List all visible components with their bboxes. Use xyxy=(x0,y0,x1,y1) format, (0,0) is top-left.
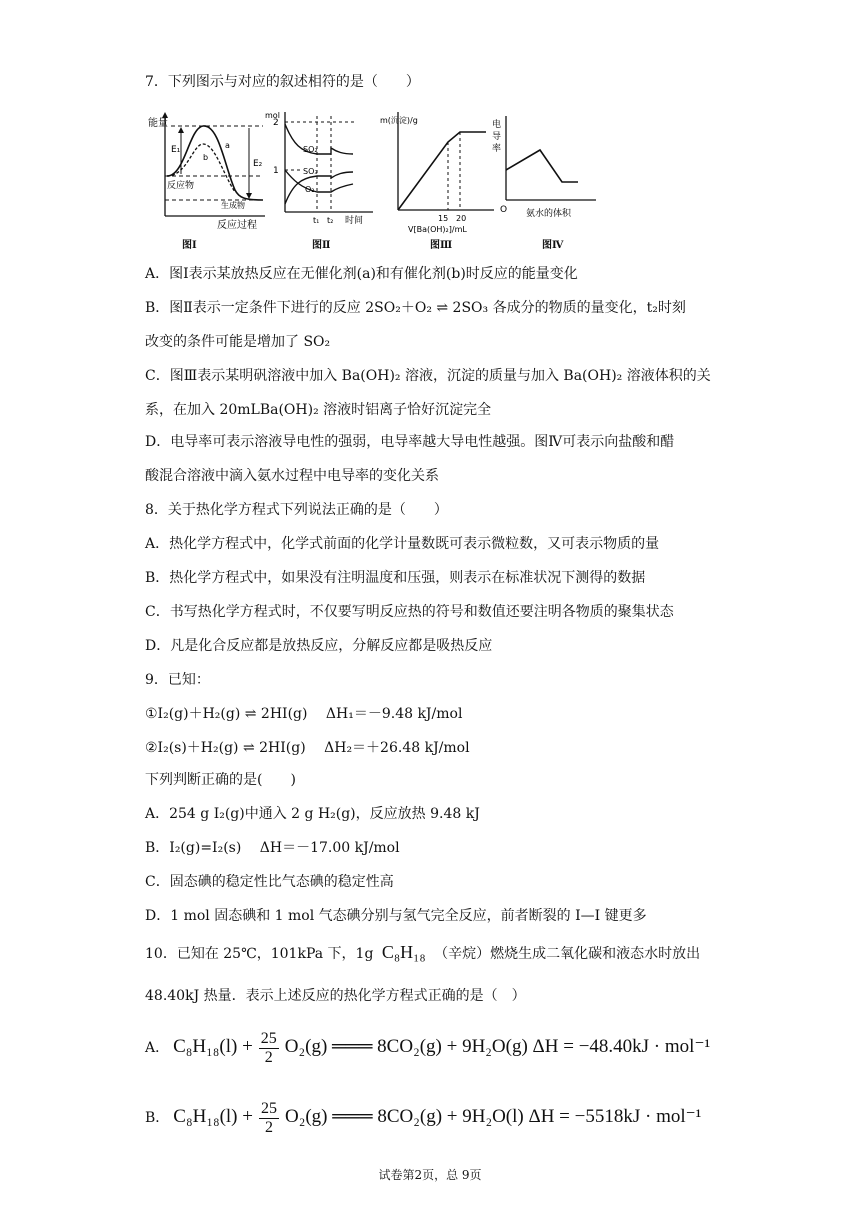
fig4-caption: 图Ⅳ xyxy=(542,240,564,251)
q7-option-c-line2: 系，在加入 20mLBa(OH)₂ 溶液时铝离子恰好沉淀完全 xyxy=(145,402,492,418)
q7-option-b-line1: B．图Ⅱ表示一定条件下进行的反应 2SO₂＋O₂ ⇌ 2SO₃ 各成分的物质的量变化，t₂时刻 xyxy=(145,300,686,316)
q10-option-a-frac-num: 25 xyxy=(260,1030,277,1047)
fig2-y-1: 1 xyxy=(273,166,279,176)
q10-option-b-label: B． xyxy=(145,1110,170,1127)
q7-option-b-line2: 改变的条件可能是增加了 SO₂ xyxy=(145,334,331,350)
q8-option-d: D．凡是化合反应都是放热反应，分解反应都是吸热反应 xyxy=(145,638,493,654)
fig2-t1: t₁ xyxy=(313,216,320,225)
q10-option-a-label: A． xyxy=(145,1040,170,1057)
fig1-y-label: 能量 xyxy=(148,118,168,129)
q7-stem: 7．下列图示与对应的叙述相符的是（ ） xyxy=(145,74,420,90)
fig1-product: 生成物 xyxy=(221,201,245,210)
q8-option-c: C．书写热化学方程式时，不仅要写明反应热的符号和数值还要注明各物质的聚集状态 xyxy=(145,604,674,620)
q8-stem: 8．关于热化学方程式下列说法正确的是（ ） xyxy=(145,502,448,518)
q7-option-d-line2: 酸混合溶液中滴入氨水过程中电导率的变化关系 xyxy=(145,468,439,484)
fig4-y-label: 电导率 xyxy=(492,108,495,109)
fig1-x-label: 反应过程 xyxy=(217,220,257,231)
q10-stem-part1: 10．已知在 25℃，101kPa 下，1g xyxy=(145,946,374,962)
q10-option-b-frac-num: 25 xyxy=(260,1100,277,1117)
q10-option-b-fraction xyxy=(259,1100,279,1137)
figure-2 xyxy=(265,108,377,230)
fig4-y-label-char1: 电 xyxy=(492,120,502,130)
q9-option-d: D．1 mol 固态碘和 1 mol 气态碘分别与氢气完全反应，前者断裂的 I—I 键更多 xyxy=(145,908,647,924)
q9-ask: 下列判断正确的是( ) xyxy=(145,772,296,788)
q10-option-a-right: O₂(g) ═══ 8CO₂(g) + 9H₂O(g) ΔH = −48.40kJ · mol⁻¹ xyxy=(284,1036,711,1058)
fig4-origin: O xyxy=(500,205,508,215)
fig3-y-label: m(沉淀)/g xyxy=(380,116,418,125)
q8-option-b: B．热化学方程式中，如果没有注明温度和压强，则表示在标准状况下测得的数据 xyxy=(145,570,646,586)
page-footer: 试卷第2页，总 9页 xyxy=(378,1168,482,1182)
fig2-caption: 图Ⅱ xyxy=(312,240,331,251)
fig4-y-label-char3: 率 xyxy=(492,144,502,154)
q7-option-d-line1: D．电导率可表示溶液导电性的强弱，电导率越大导电性越强。图Ⅳ可表示向盐酸和醋 xyxy=(145,434,675,450)
fig2-t2: t₂ xyxy=(327,216,334,225)
fig1-caption: 图Ⅰ xyxy=(182,240,197,251)
q10-stem-line2: 48.40kJ 热量．表示上述反应的热化学方程式正确的是（ ） xyxy=(145,988,526,1004)
figure-1 xyxy=(145,108,271,230)
q10-option-b-left: C₈H₁₈(l) + xyxy=(173,1106,253,1128)
fig3-x15: 15 xyxy=(438,214,449,223)
q10-formula: C₈H₁₈ xyxy=(381,942,426,962)
fig3-caption: 图Ⅲ xyxy=(430,240,453,251)
fig3-x20: 20 xyxy=(456,214,467,223)
q9-option-b: B．I₂(g)=I₂(s) ΔH＝－17.00 kJ/mol xyxy=(145,840,400,856)
q7-option-a: A．图Ⅰ表示某放热反应在无催化剂(a)和有催化剂(b)时反应的能量变化 xyxy=(145,266,578,282)
q10-option-a-frac-den: 2 xyxy=(264,1049,273,1066)
figure-4 xyxy=(492,108,600,230)
fig2-x-label: 时间 xyxy=(345,216,364,226)
fig4-x-label: 氨水的体积 xyxy=(526,209,572,219)
q9-eq2: ②I₂(s)＋H₂(g) ⇌ 2HI(g) ΔH₂＝＋26.48 kJ/mol xyxy=(145,740,470,756)
q10-option-b-frac-den: 2 xyxy=(264,1119,273,1136)
q9-option-c: C．固态碘的稳定性比气态碘的稳定性高 xyxy=(145,874,394,890)
fig1-curve-a: a xyxy=(225,141,230,150)
q10-option-b-right: O₂(g) ═══ 8CO₂(g) + 9H₂O(l) ΔH = −5518kJ · mol⁻¹ xyxy=(284,1106,702,1128)
figure-3 xyxy=(380,108,498,234)
q10-option-a-left: C₈H₁₈(l) + xyxy=(173,1036,253,1058)
fig2-y-2: 2 xyxy=(273,118,279,128)
fig1-curve-b: b xyxy=(203,153,209,162)
fig1-e2: E₂ xyxy=(253,159,263,169)
q7-option-c-line1: C．图Ⅲ表示某明矾溶液中加入 Ba(OH)₂ 溶液，沉淀的质量与加入 Ba(OH)₂ 溶液体积的关 xyxy=(145,368,711,384)
q10-option-a-fraction xyxy=(259,1030,279,1067)
fig2-so2: SO₂ xyxy=(303,145,318,154)
q10-option-a xyxy=(145,1030,710,1067)
q9-option-a: A．254 g I₂(g)中通入 2 g H₂(g)，反应放热 9.48 kJ xyxy=(145,806,480,822)
fig3-x-label: V[Ba(OH)₂]/mL xyxy=(408,225,467,234)
fig2-y-unit: mol xyxy=(265,111,280,120)
q8-option-a: A．热化学方程式中，化学式前面的化学计量数既可表示微粒数，又可表示物质的量 xyxy=(145,536,660,552)
q10-stem-part2: （辛烷）燃烧生成二氧化碳和液态水时放出 xyxy=(434,946,701,962)
fig2-o2: O₂ xyxy=(305,185,315,194)
fig1-e1: E₁ xyxy=(171,145,181,155)
fig4-y-label-char2: 导 xyxy=(492,132,502,142)
q9-eq1: ①I₂(g)＋H₂(g) ⇌ 2HI(g) ΔH₁＝－9.48 kJ/mol xyxy=(145,706,463,722)
fig1-reactant: 反应物 xyxy=(167,181,195,191)
q10-option-b xyxy=(145,1100,701,1137)
q9-stem: 9．已知： xyxy=(145,672,210,688)
q10-stem-line1 xyxy=(145,942,700,964)
fig2-so3: SO₃ xyxy=(303,167,318,176)
